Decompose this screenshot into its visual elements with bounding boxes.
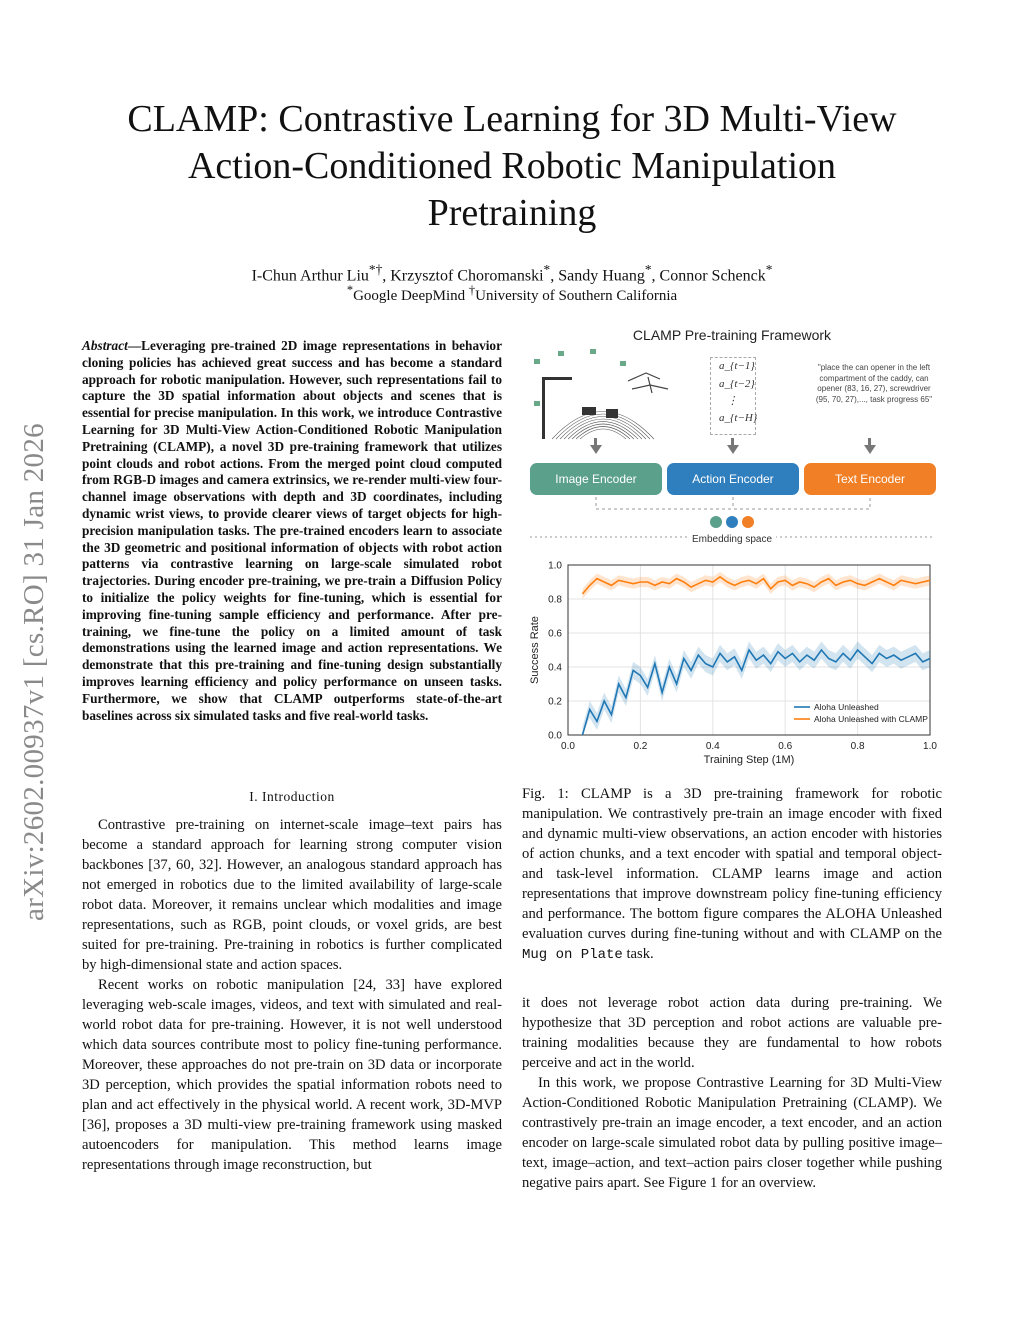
embedding-dot [710,516,722,528]
action-encoder-box: Action Encoder [667,463,799,495]
paper-title: CLAMP: Contrastive Learning for 3D Multi-View Action-Conditioned Robotic Manipulation Pretraining [127,98,897,234]
figure-caption [522,784,942,965]
action-history-box [710,357,756,435]
success-rate-chart [520,551,944,777]
x-tick-label: 1.0 [923,741,937,752]
author-mark: *† [368,262,383,277]
paragraph: In this work, we propose Contrastive Learning for 3D Multi-View Action-Conditioned Robotic Manipulation Pretraining (CLAMP). We contrastively pre-train an image encoder, a text encoder, and an action encoder on large-scale simulated robot data by pulling positive image–text, image–action, and text–action pairs closer together while pushing negative pairs apart. See Figure 1 for an overview. [522,1075,942,1191]
arxiv-identifier: arXiv:2602.00937v1 [cs.RO] 31 Jan 2026 [18,423,50,921]
author-name: Sandy Huang [558,267,645,285]
right-column-body [522,993,942,1193]
text-condition: "place the can opener in the left compartment of the caddy, can opener (83, 16, 27), screwdriver (95, 70, 27),..., task progress 65" [815,363,933,404]
introduction-body [82,815,502,1175]
x-tick-label: 0.0 [561,741,575,752]
affiliation: Google DeepMind [353,288,466,304]
y-tick-label: 0.8 [548,594,562,606]
embedding-space-label [520,534,944,545]
action-symbol: a_{t−H} [719,412,758,424]
affiliation: University of Southern California [475,288,678,304]
author-name: Connor Schenck [659,267,766,285]
paragraph: Contrastive pre-training on internet-scale image–text pairs has become a standard approach for learning strong computer vision backbones [37, 60, 32]. However, an analogous standard approach has not emerged in robotics due to the limited availability of large-scale robot data. Moreover, it remains unclear which modalities and image representations, such as RGB, point clouds, or voxel grids, are best suited for pre-training. Pre-training in robotics is further complicated by high-dimensional state and action spaces. [82,817,502,973]
affiliation-mark: * [346,283,354,297]
y-tick-label: 0.4 [548,662,562,674]
down-arrow-icon [590,445,602,454]
down-arrow-icon [864,445,876,454]
author-mark: * [543,262,551,277]
action-ellipsis: ⋮ [727,395,738,407]
embedding-space-text: Embedding space [688,534,776,545]
author-name: Krzysztof Choromanski [390,267,544,285]
figure-1 [520,325,944,777]
paragraph: Recent works on robotic manipulation [24, 33] have explored leveraging web-scale images, videos, and text with simulated and real-world robot data for pre-training. However, it is not well understood which data sources contribute most to policy fine-tuning performance. Moreover, these approaches do not pre-train on 3D data or incorporate 3D perception, which provides the spatial information robots need to plan and act effectively in the physical world. A recent work, 3D-MVP [36], proposes a 3D multi-view pre-training framework using masked autoencoders for manipulation. This method learns image representations through image reconstruction, but [82,977,502,1173]
task-name: Mug on Plate [522,947,623,963]
section-heading-introduction: I. Introduction [249,789,335,804]
abstract: Abstract—Leveraging pre-trained 2D image representations in behavior cloning policies has achieved great success and has become a standard approach for robotic manipulation. However, such representations fail to capture the 3D spatial information about objects and scenes that is essential for precise manipulation. In this work, we introduce Contrastive Learning for 3D Multi-View Action-Conditioned Robotic Manipulation Pretraining (CLAMP), a novel 3D pre-training framework that utilizes point clouds and robot actions. From the merged point cloud computed from RGB-D images and camera extrinsics, we re-render multi-view four-channel image observations with depth and 3D coordinates, including dynamic wrist views, to provide clearer views of target objects for high-precision manipulation tasks. The pre-trained encoders learn to associate the 3D geometric and positional information of objects with robot action patterns via contrastive learning on large-scale simulated robot trajectories. During encoder pre-training, we pre-train a Diffusion Policy to initialize the policy weights for fine-tuning, which is essential for improving fine-tuning sample efficiency and performance. After pre-training, we fine-tune the policy on a limited amount of task demonstrations using the learned image and action representations. We demonstrate that this pre-training and fine-tuning design substantially improves learning efficiency and policy performance on unseen tasks. Furthermore, we show that CLAMP outperforms state-of-the-art baselines across six simulated tasks and five real-world tasks. [82,338,502,723]
point-cloud-scene-image [528,349,678,449]
embedding-dot [742,516,754,528]
y-tick-label: 0.6 [548,628,562,640]
x-axis-label: Training Step (1M) [703,754,795,766]
embedding-dot [726,516,738,528]
y-tick-label: 0.2 [548,696,562,708]
series-band [582,572,930,599]
y-axis-label: Success Rate [529,616,541,684]
embedding-connector [520,495,944,539]
action-symbol: a_{t−2} [719,378,755,390]
image-encoder-box: Image Encoder [530,463,662,495]
author-list: I-Chun Arthur Liu*†, Krzysztof Choromanski*, Sandy Huang*, Connor Schenck* [251,262,773,285]
x-tick-label: 0.2 [633,741,648,752]
caption-text-end: task. [626,946,654,962]
caption-label: Fig. 1: [522,786,569,802]
author-name: I-Chun Arthur Liu [251,267,369,285]
author-mark: * [644,262,652,277]
action-symbol: a_{t−1} [719,360,755,372]
x-tick-label: 0.8 [850,741,865,752]
legend-entry: Aloha Unleashed [814,702,879,712]
y-tick-label: 0.0 [548,730,562,742]
affiliations [120,281,904,306]
y-tick-label: 1.0 [548,560,562,572]
figure-title: CLAMP Pre-training Framework [632,327,832,343]
abstract-text: Leveraging pre-trained 2D image representations in behavior cloning policies has achieved great success and has become a standard approach for robotic manipulation. However, such representations fail to capture the 3D spatial information about objects and scenes that is essential for precise manipulation. In this work, we introduce Contrastive Learning for 3D Multi-View Action-Conditioned Robotic Manipulation Pretraining (CLAMP), a novel 3D pre-training framework that utilizes point clouds and robot actions. From the merged point cloud computed from RGB-D images and camera extrinsics, we re-render multi-view four-channel image observations with depth and 3D coordinates, including dynamic wrist views, to provide clearer views of target objects for high-precision manipulation tasks. The pre-trained encoders learn to associate the 3D geometric and positional information of objects with robot action patterns via contrastive learning on large-scale simulated robot trajectories. During encoder pre-training, we pre-train a Diffusion Policy to initialize the policy weights for fine-tuning, which is essential for improving fine-tuning sample efficiency and performance. After pre-training, we fine-tune the policy on a limited amount of task demonstrations using the learned image and action representations. We demonstrate that this pre-training and fine-tuning design substantially improves learning efficiency and policy performance on unseen tasks. Furthermore, we show that CLAMP outperforms state-of-the-art baselines across six simulated tasks and five real-world tasks. [82,338,502,723]
x-tick-label: 0.6 [778,741,793,752]
text-encoder-box: Text Encoder [804,463,936,495]
legend-entry: Aloha Unleashed with CLAMP [814,714,928,724]
author-mark: * [765,262,773,277]
paragraph: it does not leverage robot action data during pre-training. We hypothesize that 3D perception and robot actions are valuable pre-training modalities because they are fundamental to how robots perceive and act in the world. [522,995,942,1071]
abstract-label: Abstract [82,338,128,353]
down-arrow-icon [727,445,739,454]
x-tick-label: 0.4 [705,741,720,752]
caption-text: CLAMP is a 3D pre-training framework for robotic manipulation. We contrastively pre-train an image encoder with fixed and dynamic multi-view observations, an action encoder with histories of action chunks, and a text encoder with spatial and temporal object- and task-level information. CLAMP learns image and action representations that improve downstream policy fine-tuning efficiency and performance. The bottom figure compares the ALOHA Unleashed evaluation curves during fine-tuning without and with CLAMP on the [522,786,942,942]
affiliation-mark: † [468,283,476,297]
